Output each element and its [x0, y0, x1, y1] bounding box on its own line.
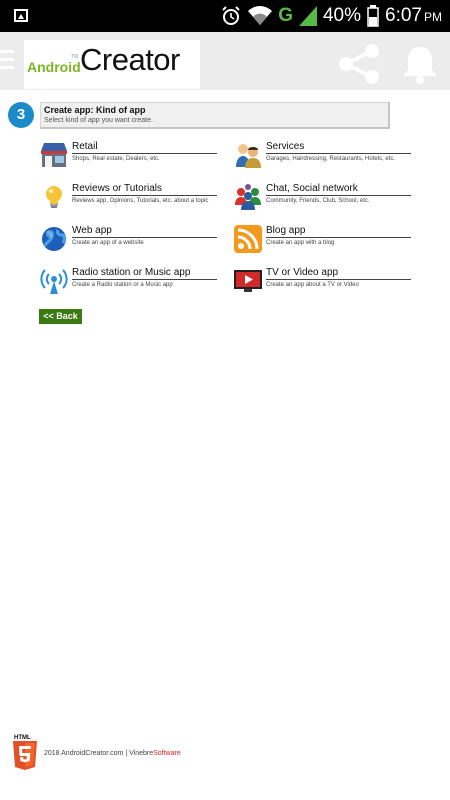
svg-text:HTML: HTML — [14, 735, 31, 741]
step-subtitle: Select kind of app you want create. — [44, 117, 153, 124]
html5-icon — [10, 733, 40, 771]
tv-icon — [234, 267, 262, 295]
store-icon — [40, 141, 68, 169]
item-divider — [266, 279, 411, 280]
app-type-web[interactable] — [40, 225, 220, 255]
app-type-chat[interactable] — [234, 183, 414, 213]
item-divider — [72, 279, 217, 280]
footer-brand: Software — [153, 750, 181, 757]
item-title: Retail — [72, 141, 98, 152]
alarm-icon — [220, 5, 242, 27]
item-divider — [72, 153, 217, 154]
menu-icon[interactable] — [0, 50, 14, 74]
app-bar — [0, 32, 450, 90]
item-divider — [266, 153, 411, 154]
item-description: Create an app of a website — [72, 240, 144, 246]
wifi-icon — [248, 6, 272, 26]
battery-icon — [367, 5, 379, 27]
item-title: Blog app — [266, 225, 306, 236]
item-divider — [72, 237, 217, 238]
step-header — [8, 102, 388, 128]
android-creator-logo — [24, 40, 200, 89]
item-divider — [266, 195, 411, 196]
app-type-services[interactable] — [234, 141, 414, 171]
status-bar — [0, 0, 450, 32]
item-divider — [72, 195, 217, 196]
logo-creator-text: Creator — [80, 42, 180, 77]
rss-icon — [234, 225, 262, 253]
item-title: Chat, Social network — [266, 183, 358, 194]
footer-copyright: 2018 AndroidCreator.com | VinebreSoftware — [44, 750, 181, 757]
logo-android-text: Android — [27, 59, 81, 75]
step-title: Create app: Kind of app — [44, 105, 146, 115]
item-description: Create a Radio station or a Music app — [72, 282, 173, 288]
item-description: Garages, Hairdressing, Restaurants, Hotels, etc. — [266, 156, 396, 162]
item-title: Services — [266, 141, 305, 152]
clock: 6:07 PM — [385, 5, 442, 26]
logo-tm: TM — [71, 54, 79, 60]
item-title: Web app — [72, 225, 112, 236]
step-number-badge: 3 — [8, 102, 34, 128]
lightbulb-icon — [40, 183, 68, 211]
battery-percent: 40% — [322, 5, 362, 26]
footer — [10, 733, 310, 773]
item-title: Radio station or Music app — [72, 267, 191, 278]
people-icon — [234, 141, 262, 169]
signal-icon — [299, 6, 317, 26]
radio-icon — [40, 267, 68, 295]
app-type-radio[interactable] — [40, 267, 220, 297]
network-type: G — [278, 5, 293, 26]
item-description: Community, Friends, Club, School, etc. — [266, 198, 370, 204]
globe-icon — [40, 225, 68, 253]
item-description: Create an app about a TV or Video — [266, 282, 359, 288]
item-description: Shops, Real estate, Dealers, etc. — [72, 156, 160, 162]
item-description: Create an app with a blog — [266, 240, 335, 246]
app-type-reviews[interactable] — [40, 183, 220, 213]
app-type-retail[interactable] — [40, 141, 220, 171]
bell-icon[interactable] — [402, 44, 438, 84]
item-description: Reviews app, Opinions, Tutorials, etc. about a topic — [72, 198, 209, 204]
share-icon[interactable] — [338, 44, 382, 84]
step-title-box — [40, 102, 390, 129]
item-divider — [266, 237, 411, 238]
app-type-tv[interactable] — [234, 267, 414, 297]
item-title: TV or Video app — [266, 267, 339, 278]
group-icon — [234, 183, 262, 211]
app-type-blog[interactable] — [234, 225, 414, 255]
gallery-notification-icon — [14, 9, 28, 22]
back-button[interactable]: << Back — [39, 309, 82, 324]
item-title: Reviews or Tutorials — [72, 183, 163, 194]
